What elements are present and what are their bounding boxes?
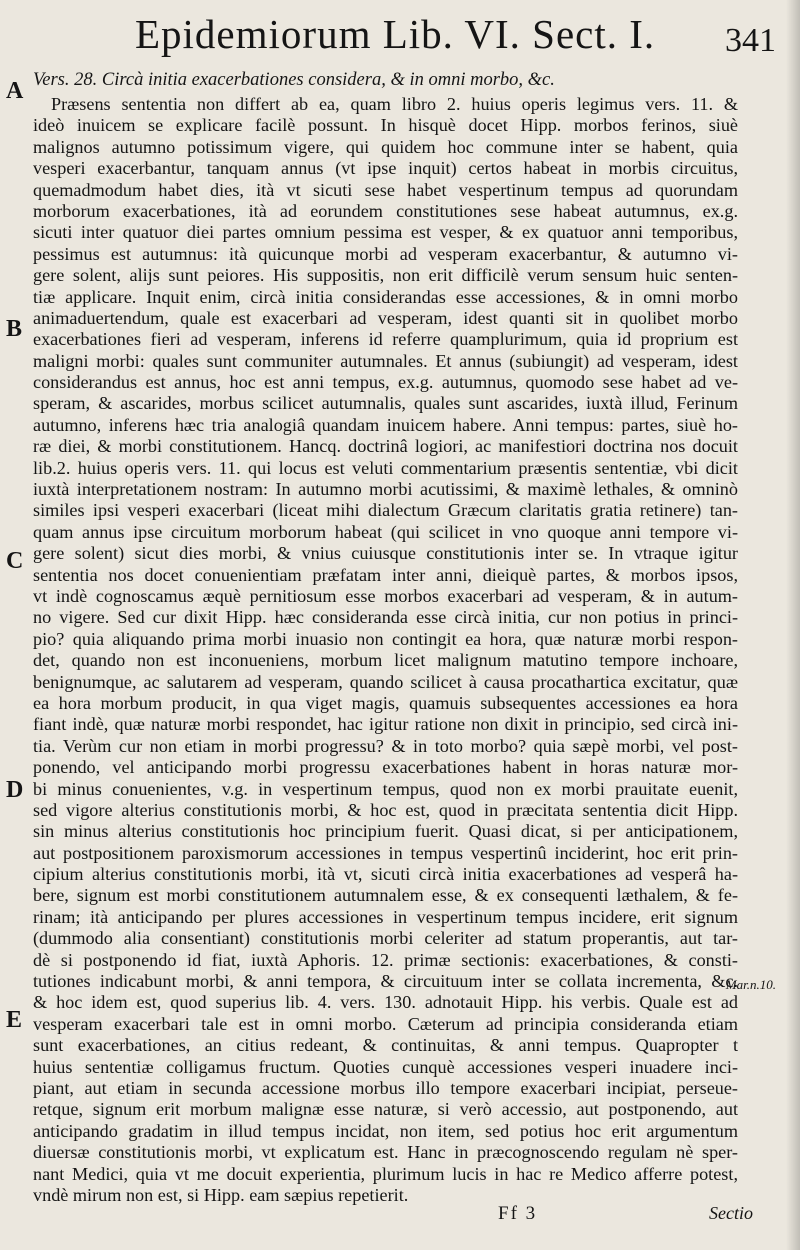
text-line: huius sententiæ colligamus fructum. Quoties cunquè accessiones vesperi inuadere inci- — [33, 1056, 738, 1077]
text-line: anticipando gradatim in illud tempus incidat, non item, sed potius hoc erit argumentum — [33, 1120, 738, 1141]
text-line: vndè mirum non est, si Hipp. eam sæpius repetierit. — [33, 1184, 409, 1205]
text-line: tia. Verùm cur non etiam in morbi progressu? & in toto morbo? quia sæpè morbi, vel post- — [33, 735, 738, 756]
text-line: gere solent, alijs sunt peiores. His suppositis, non erit difficilè verum sensum huic senten- — [33, 265, 738, 286]
text-line: iuxtà interpretationem nostram: In autumno morbi acutissimi, & maximè lethales, & omninò — [33, 479, 738, 500]
text-line: malignos autumno potissimum vigere, qui quidem hoc commune inter se habent, quia — [33, 136, 738, 157]
text-line: pessimus est autumnus: ità quicunque morbi ad vesperam exacerbantur, & autumno vi- — [33, 243, 738, 264]
text-line: morborum exacerbationes, ità ad eorundem constitutiones sese habeat autumnus, ex.g. — [33, 200, 738, 221]
text-line: vesperam exacerbari tale est in omni morbo. Cæterum ad principia consideranda etiam — [33, 1013, 738, 1034]
text-line: vesperi exacerbantur, tanquam annus (vt ipse inquit) certos habeat in morbis circuitus, — [33, 158, 738, 179]
text-line: no vigere. Sed cur dixit Hipp. hæc consideranda esse circà initia, cur non potius in princi- — [33, 607, 738, 628]
margin-letter-b: B — [6, 316, 23, 342]
text-line: tiæ applicare. Inquit enim, circà initia considerandas esse accessiones, & in omni morbo — [33, 286, 738, 307]
text-line: retque, signum erit morbum malignæ esse naturæ, si verò accessio, aut postponendo, aut — [33, 1099, 738, 1120]
text-line: sed vigore alterius constitutionis morbi, & hoc est, quod in præcitata sententia dicit Hipp. — [33, 799, 738, 820]
margin-letter-c: C — [6, 548, 24, 574]
text-line: ea hora morbum producit, in qua viget magis, quamuis subsequentes accessiones ea hora — [33, 692, 738, 713]
verse-heading: Vers. 28. Circà initia exacerbationes considera, & in omni morbo, &c. — [33, 70, 555, 90]
text-line: ideò inuicem se explicare facilè possunt. In hisquè docet Hipp. morbos ferinos, siuè — [33, 115, 738, 136]
text-line: nant Medici, quia vt me docuit experientia, plurimum lucis in hac re Medico afferre potest, — [33, 1163, 738, 1184]
margin-letter-e: E — [6, 1007, 23, 1033]
text-line: similes ipsi vesperi exacerbari (liceat mihi dialectum Græcum claritatis gratia retinere) tan- — [33, 500, 738, 521]
text-line: aut postpositionem paroxismorum accessiones in tempus vespertinû inciderint, hoc erit prin- — [33, 842, 738, 863]
text-line: & hoc idem est, quod superius lib. 4. vers. 130. adnotauit Hipp. his verbis. Quale est ad — [33, 992, 738, 1013]
text-line: pio? quia aliquando prima morbi inuasio non contingit ea hora, quæ naturæ morbi respon- — [33, 628, 738, 649]
page-header — [60, 10, 780, 58]
text-line: ræ diei, & morbi constitutionem. Hancq. doctrinâ logiori, ac manifestiori doctrina nos docuit — [33, 436, 738, 457]
text-line: bere, signum est morbi constitutionem autumnalem esse, & ex consequenti læthalem, & fe- — [33, 885, 738, 906]
running-title: Epidemiorum Lib. VI. Sect. I. — [135, 11, 656, 57]
text-line: dè si postponendo id fiat, iuxtà Aphoris. 12. primæ sectionis: exacerbationes, & consti- — [33, 949, 738, 970]
text-line: gere solent) sicut dies morbi, & vnius cuiusque constitutionis inter se. In vtraque igitur — [33, 543, 738, 564]
page-number: 341 — [725, 22, 776, 59]
signature-mark: Ff 3 — [498, 1203, 538, 1224]
text-line: considerandus est annus, hoc est anni tempus, ex.g. autumnus, quomodo sese habet ad ve- — [33, 372, 738, 393]
text-line: sin minus alterius constitutionis hoc principium fuerit. Quasi dicat, si per anticipationem, — [33, 821, 738, 842]
text-line: (dummodo alia consentiant) constitutionis morbi celeriter ad statum properantis, aut tar- — [33, 928, 738, 949]
text-line: det, quando non est inconueniens, morbum licet malignum matutino tempore inchoare, — [33, 650, 738, 671]
text-line: lib.2. huius operis vers. 11. qui locus est veluti commentarium præsentis sententiæ, vbi dicit — [33, 457, 738, 478]
text-line: speram, & ascarides, morbus scilicet autumnalis, quales sunt ascarides, iuxtà illud, Ferinum — [33, 393, 738, 414]
text-line: diuersæ constitutionis morbi, vt explicatum est. Hanc in præcognoscendo regulam nè sper- — [33, 1142, 738, 1163]
text-line: quam annus ipse circuitum morborum habeat (qui scilicet in vno quoque anni tempore vi- — [33, 521, 738, 542]
text-line: tutiones indicabunt morbi, & anni tempora, & circuituum inter se collata incrementa, &c. — [33, 971, 738, 992]
text-line: vt indè cognoscamus æquè pernitiosum esse morbos exacerbari ad vesperam, & in autum- — [33, 585, 738, 606]
text-line: ponendo, vel anticipando morbi progressu exacerbationes habent in horas naturæ mor- — [33, 757, 738, 778]
text-line: quemadmodum habet dies, ità vt sicuti sese habet vespertinum tempus ad quorundam — [33, 179, 738, 200]
text-line: exacerbationes fieri ad vesperam, inferens id referre quamplurimum, quia id proprium est — [33, 329, 738, 350]
text-line: animaduertendum, quale est exacerbari ad vesperam, idest quanti sit in quolibet morbo — [33, 307, 738, 328]
text-line: rinam; ità anticipando per plures accessiones in vespertinum tempus incidere, erit signum — [33, 906, 738, 927]
text-line: bi minus conuenientes, v.g. in vespertinum tempus, quod non ex morbi prauitate euenit, — [33, 778, 738, 799]
text-line: cipium alterius constitutionis morbi, ità vt, sicuti circà initia exacerbationes ad vesperâ ha- — [33, 864, 738, 885]
text-line: benignumque, ac salutarem ad vesperam, quando scilicet à causa procathartica excitatur, quæ — [33, 671, 738, 692]
text-line: Præsens sententia non differt ab ea, quam libro 2. huius operis legimus vers. 11. & — [51, 94, 738, 114]
text-line: piant, aut etiam in secunda accessione morbus illo tempore exacerbari incipiat, perseue- — [33, 1077, 738, 1098]
body-text — [33, 94, 738, 1206]
margin-note: Mar.n.10. — [725, 977, 776, 992]
text-line: sicuti inter quatuor diei partes omnium pessima est vesper, & ex quatuor anni temporibus, — [33, 222, 738, 243]
text-line: fiant indè, quæ naturæ morbi respondet, hac igitur ratione non dixit in principio, sed circà ini- — [33, 714, 738, 735]
page-footer — [33, 1203, 753, 1233]
text-line: autumno, inferens hæc tria analogiâ quandam inuicem habere. Anni tempus: partes, siuè ho- — [33, 414, 738, 435]
text-line: sententia nos docet conuenientiam præfatam inter anni, dieiquè partes, & morbos ipsos, — [33, 564, 738, 585]
margin-letter-d: D — [6, 777, 24, 803]
text-line: sunt exacerbationes, an citius redeant, & continuitas, & anni tempus. Quapropter t — [33, 1035, 738, 1056]
margin-letter-a: A — [6, 78, 24, 104]
catchword: Sectio — [709, 1203, 753, 1223]
page-gutter-shadow — [786, 0, 800, 1250]
text-line: maligni morbi: quales sunt communiter autumnales. Et annus (subiungit) ad vesperam, idest — [33, 350, 738, 371]
